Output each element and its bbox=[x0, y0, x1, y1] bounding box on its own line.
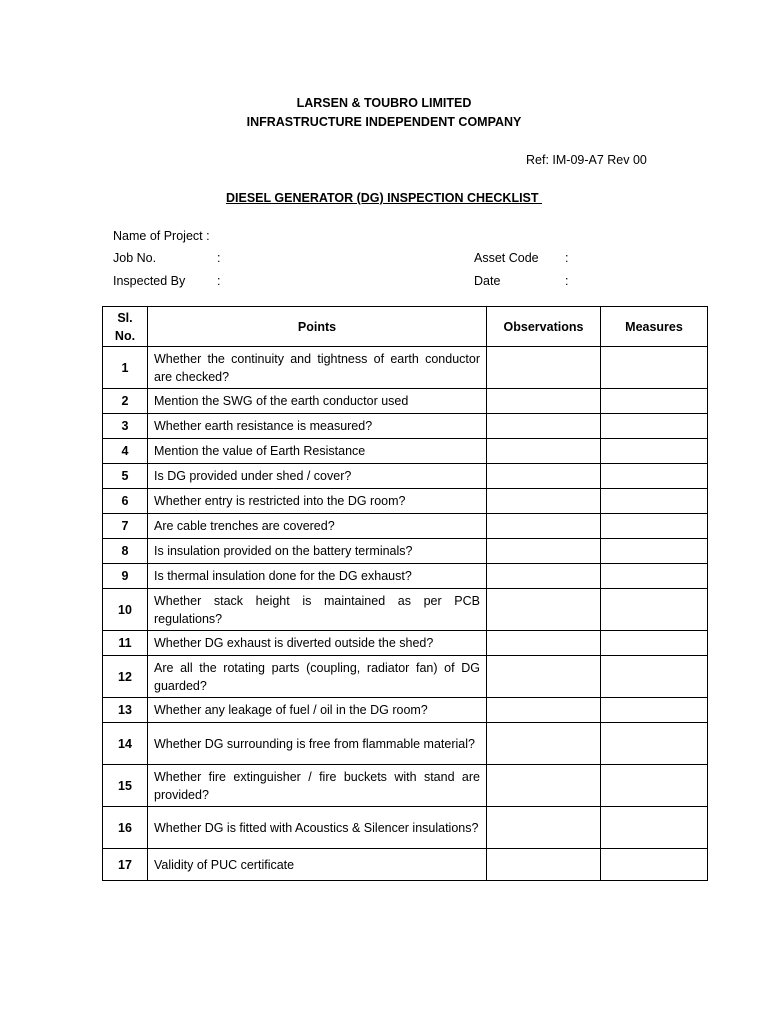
row-point: Whether stack height is maintained as per PCB regulations? bbox=[148, 589, 487, 631]
row-point: Is DG provided under shed / cover? bbox=[148, 464, 487, 489]
row-sl-no: 14 bbox=[103, 723, 148, 765]
col-header-sl-no: Sl. No. bbox=[103, 307, 148, 347]
table-row bbox=[103, 389, 708, 414]
table-row bbox=[103, 514, 708, 539]
row-measure-cell[interactable] bbox=[601, 414, 708, 439]
row-measure-cell[interactable] bbox=[601, 347, 708, 389]
col-header-measures: Measures bbox=[601, 307, 708, 347]
company-name: LARSEN & TOUBRO LIMITED bbox=[296, 96, 472, 110]
row-measure-cell[interactable] bbox=[601, 589, 708, 631]
row-observation-cell[interactable] bbox=[487, 807, 601, 849]
row-observation-cell[interactable] bbox=[487, 849, 601, 881]
row-sl-no: 11 bbox=[103, 631, 148, 656]
project-name-label: Name of Project : bbox=[113, 229, 210, 243]
date-label: Date bbox=[474, 274, 501, 288]
row-observation-cell[interactable] bbox=[487, 489, 601, 514]
row-observation-cell[interactable] bbox=[487, 656, 601, 698]
row-measure-cell[interactable] bbox=[601, 489, 708, 514]
row-point: Whether the continuity and tightness of earth conductor are checked? bbox=[148, 347, 487, 389]
table-row bbox=[103, 631, 708, 656]
row-observation-cell[interactable] bbox=[487, 698, 601, 723]
row-measure-cell[interactable] bbox=[601, 539, 708, 564]
row-point: Mention the SWG of the earth conductor used bbox=[148, 389, 487, 414]
table-row bbox=[103, 539, 708, 564]
row-point: Whether earth resistance is measured? bbox=[148, 414, 487, 439]
row-measure-cell[interactable] bbox=[601, 464, 708, 489]
table-row bbox=[103, 347, 708, 389]
row-measure-cell[interactable] bbox=[601, 765, 708, 807]
table-row bbox=[103, 464, 708, 489]
company-division: INFRASTRUCTURE INDEPENDENT COMPANY bbox=[246, 115, 522, 129]
row-observation-cell[interactable] bbox=[487, 723, 601, 765]
row-observation-cell[interactable] bbox=[487, 765, 601, 807]
row-sl-no: 12 bbox=[103, 656, 148, 698]
job-no-label: Job No. bbox=[113, 251, 157, 265]
table-row bbox=[103, 414, 708, 439]
row-point: Is insulation provided on the battery terminals? bbox=[148, 539, 487, 564]
row-measure-cell[interactable] bbox=[601, 439, 708, 464]
row-observation-cell[interactable] bbox=[487, 589, 601, 631]
row-observation-cell[interactable] bbox=[487, 514, 601, 539]
row-sl-no: 5 bbox=[103, 464, 148, 489]
row-observation-cell[interactable] bbox=[487, 464, 601, 489]
reference-number: Ref: IM-09-A7 Rev 00 bbox=[526, 153, 647, 167]
row-sl-no: 4 bbox=[103, 439, 148, 464]
row-sl-no: 6 bbox=[103, 489, 148, 514]
row-measure-cell[interactable] bbox=[601, 389, 708, 414]
table-row bbox=[103, 807, 708, 849]
table-row bbox=[103, 439, 708, 464]
row-observation-cell[interactable] bbox=[487, 347, 601, 389]
table-row bbox=[103, 723, 708, 765]
table-row bbox=[103, 589, 708, 631]
table-row bbox=[103, 656, 708, 698]
row-point: Are all the rotating parts (coupling, radiator fan) of DG guarded? bbox=[148, 656, 487, 698]
table-row bbox=[103, 489, 708, 514]
row-observation-cell[interactable] bbox=[487, 539, 601, 564]
row-point: Whether DG is fitted with Acoustics & Silencer insulations? bbox=[148, 807, 487, 849]
row-sl-no: 3 bbox=[103, 414, 148, 439]
inspected-by-colon: : bbox=[217, 274, 221, 288]
row-measure-cell[interactable] bbox=[601, 564, 708, 589]
row-point: Whether fire extinguisher / fire buckets with stand are provided? bbox=[148, 765, 487, 807]
row-measure-cell[interactable] bbox=[601, 514, 708, 539]
checklist-title: DIESEL GENERATOR (DG) INSPECTION CHECKLIST bbox=[226, 191, 542, 205]
job-no-colon: : bbox=[217, 251, 221, 265]
col-header-points: Points bbox=[148, 307, 487, 347]
row-observation-cell[interactable] bbox=[487, 631, 601, 656]
asset-code-label: Asset Code bbox=[474, 251, 539, 265]
row-sl-no: 9 bbox=[103, 564, 148, 589]
row-observation-cell[interactable] bbox=[487, 389, 601, 414]
row-sl-no: 10 bbox=[103, 589, 148, 631]
row-measure-cell[interactable] bbox=[601, 656, 708, 698]
row-point: Whether DG exhaust is diverted outside the shed? bbox=[148, 631, 487, 656]
row-measure-cell[interactable] bbox=[601, 698, 708, 723]
date-colon: : bbox=[565, 274, 569, 288]
row-sl-no: 8 bbox=[103, 539, 148, 564]
row-observation-cell[interactable] bbox=[487, 414, 601, 439]
row-point: Validity of PUC certificate bbox=[148, 849, 487, 881]
row-measure-cell[interactable] bbox=[601, 849, 708, 881]
col-header-observations: Observations bbox=[487, 307, 601, 347]
row-measure-cell[interactable] bbox=[601, 631, 708, 656]
table-row bbox=[103, 765, 708, 807]
row-measure-cell[interactable] bbox=[601, 723, 708, 765]
asset-code-colon: : bbox=[565, 251, 569, 265]
row-sl-no: 7 bbox=[103, 514, 148, 539]
row-sl-no: 13 bbox=[103, 698, 148, 723]
row-point: Whether any leakage of fuel / oil in the DG room? bbox=[148, 698, 487, 723]
row-point: Whether entry is restricted into the DG room? bbox=[148, 489, 487, 514]
row-sl-no: 1 bbox=[103, 347, 148, 389]
table-row bbox=[103, 564, 708, 589]
row-sl-no: 17 bbox=[103, 849, 148, 881]
table-header-row bbox=[103, 307, 708, 347]
inspected-by-label: Inspected By bbox=[113, 274, 186, 288]
row-observation-cell[interactable] bbox=[487, 439, 601, 464]
row-point: Is thermal insulation done for the DG exhaust? bbox=[148, 564, 487, 589]
row-sl-no: 16 bbox=[103, 807, 148, 849]
row-measure-cell[interactable] bbox=[601, 807, 708, 849]
row-observation-cell[interactable] bbox=[487, 564, 601, 589]
row-point: Whether DG surrounding is free from flammable material? bbox=[148, 723, 487, 765]
row-point: Are cable trenches are covered? bbox=[148, 514, 487, 539]
table-row bbox=[103, 698, 708, 723]
row-point: Mention the value of Earth Resistance bbox=[148, 439, 487, 464]
table-row bbox=[103, 849, 708, 881]
row-sl-no: 15 bbox=[103, 765, 148, 807]
row-sl-no: 2 bbox=[103, 389, 148, 414]
inspection-table bbox=[102, 306, 708, 881]
